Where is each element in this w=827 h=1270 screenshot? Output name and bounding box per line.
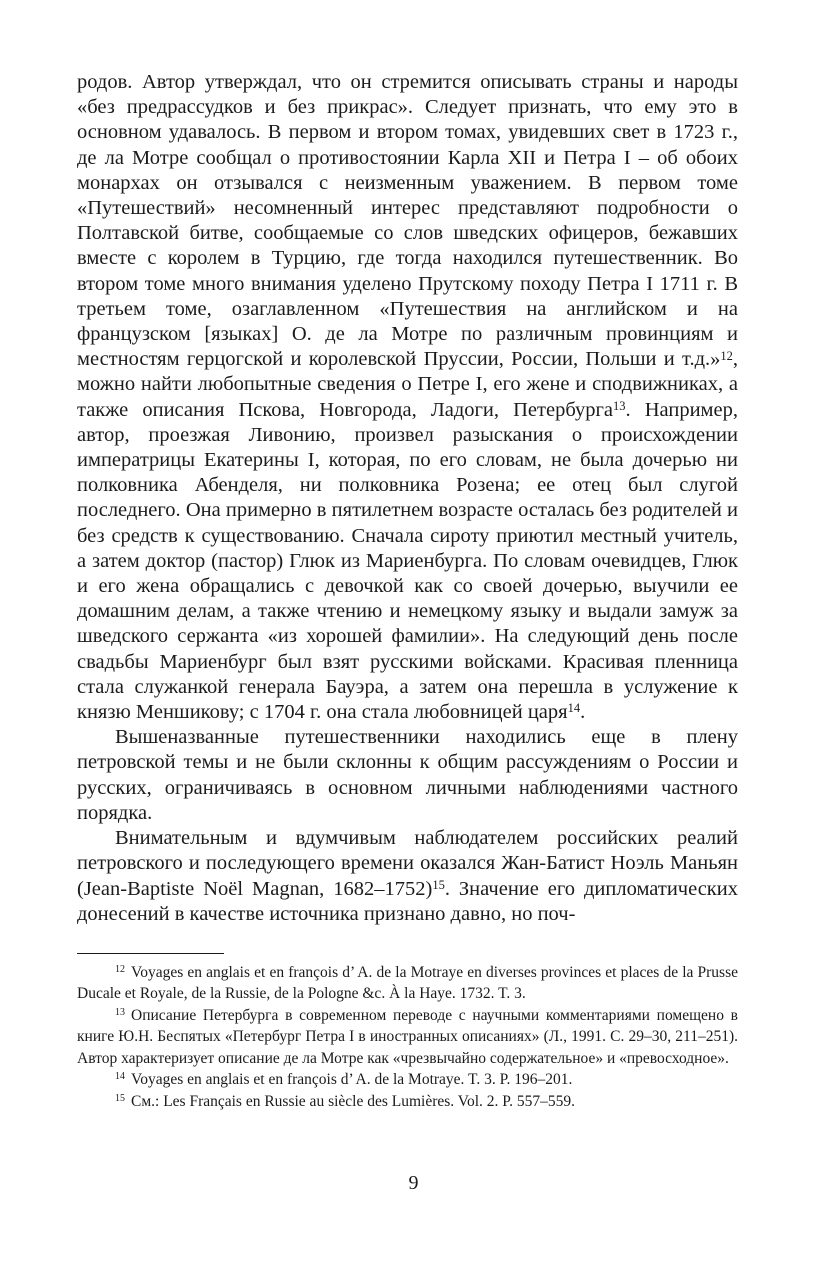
footnote-number: 14 xyxy=(115,1071,125,1083)
footnote-ref-14: 14 xyxy=(567,701,581,716)
paragraph-1 xyxy=(77,70,738,725)
paragraph-3-text-b: . Значение его дипломатических донесений в качестве источника признано давно, но поч- xyxy=(77,877,738,925)
footnote-15 xyxy=(77,1091,738,1113)
main-text xyxy=(77,70,738,927)
footnote-number: 15 xyxy=(115,1092,125,1104)
paragraph-1-text-a: родов. Автор утверждал, что он стремится описывать страны и народы «без предрассудков и без прикрас». Следует признать, что ему это в основном удавалось. В первом и втором томах, увидевших свет в 1723 г., де ла Мотре сообщал о противостоянии Карла XII и Петра I – об обоих монархах он отзывался с неизменным уважением. В первом томе «Путешествий» несомненный интерес представляют подробности о Полтавской битве, сообщаемые со слов шведских офицеров, бежавших вместе с королем в Турцию, где тогда находился путешественник. Во втором томе много внимания уделено Прутскому походу Петра I 1711 г. В третьем томе, озаглавленном «Путешествия на английском и на французском [языках] О. де ла Мотре по различным провинциям и местностям герцогской и королевской Пруссии, России, Польши и т.д.» xyxy=(77,71,738,371)
footnote-number: 12 xyxy=(115,963,125,975)
paragraph-1-text-b: , можно найти любопытные сведения о Петре I, его жене и сподвижниках, а также описания Пскова, Новгорода, Ладоги, Петербурга xyxy=(77,348,738,421)
footnote-ref-13: 13 xyxy=(612,399,626,414)
page-number: 9 xyxy=(408,1172,419,1194)
footnote-text: Voyages en anglais et en françois d’ A. de la Motraye. T. 3. P. 196–201. xyxy=(131,1071,573,1089)
footnote-12 xyxy=(77,962,738,1005)
paragraph-1-text-d: . xyxy=(580,701,586,724)
footnote-13 xyxy=(77,1005,738,1070)
footnote-14 xyxy=(77,1069,738,1091)
paragraph-1-text-c: . Например, автор, проезжая Ливонию, произвел разыскания о происхождении императрицы Екатерины I, которая, по его словам, не была дочерью ни полковника Абенделя, ни полковника Розена; ее отец был слугой последнего. Она примерно в пятилетнем возрасте осталась без родителей и без средств к существованию. Сначала сироту приютил местный учитель, а затем доктор (пастор) Глюк из Мариенбурга. По словам очевидцев, Глюк и его жена обращались с девочкой как со своей дочерью, выучили ее домашним делам, а также чтению и немецкому языку и выдали замуж за шведского сержанта «из хорошей фамилии». На следующий день после свадьбы Мариенбург был взят русскими войсками. Красивая пленница стала служанкой генерала Бауэра, а затем она перешла в услужение к князю Меншикову; с 1704 г. она стала любовницей царя xyxy=(77,398,738,724)
paragraph-3-text-a: Внимательным и вдумчивым наблюдателем российских реалий петровского и последующего времени оказался Жан-Батист Ноэль Маньян (Jean-Baptiste Noël Magnan, 1682–1752) xyxy=(77,827,738,900)
footnote-number: 13 xyxy=(115,1006,125,1018)
footnote-divider xyxy=(77,953,224,954)
footnotes xyxy=(77,962,738,1113)
paragraph-3 xyxy=(77,826,738,927)
paragraph-2: Вышеназванные путешественники находились еще в плену петровской темы и не были склонны к общим рассуждениям о России и русских, ограничиваясь в основном личными наблюдениями частного порядка. xyxy=(77,726,738,824)
footnote-text: Описание Петербурга в современном переводе с научными комментариями помещено в книге Ю.Н. Беспятых «Петербург Петра I в иностранных описаниях» (Л., 1991. С. 29–30, 211–251). Автор характеризует описание де ла Мотре как «чрезвычайно содержательное» и «превосходное». xyxy=(77,1006,738,1067)
footnote-ref-15: 15 xyxy=(432,877,445,892)
footnote-ref-12: 12 xyxy=(720,348,733,363)
footnote-text: Voyages en anglais et en françois d’ A. de la Motraye en diverses provinces et places de la Prusse Ducale et Royale, de la Russie, de la Pologne &c. À la Haye. 1732. T. 3. xyxy=(77,963,738,1003)
book-page xyxy=(77,70,738,1112)
footnote-text: См.: Les Français en Russie au siècle des Lumières. Vol. 2. P. 557–559. xyxy=(131,1092,576,1110)
